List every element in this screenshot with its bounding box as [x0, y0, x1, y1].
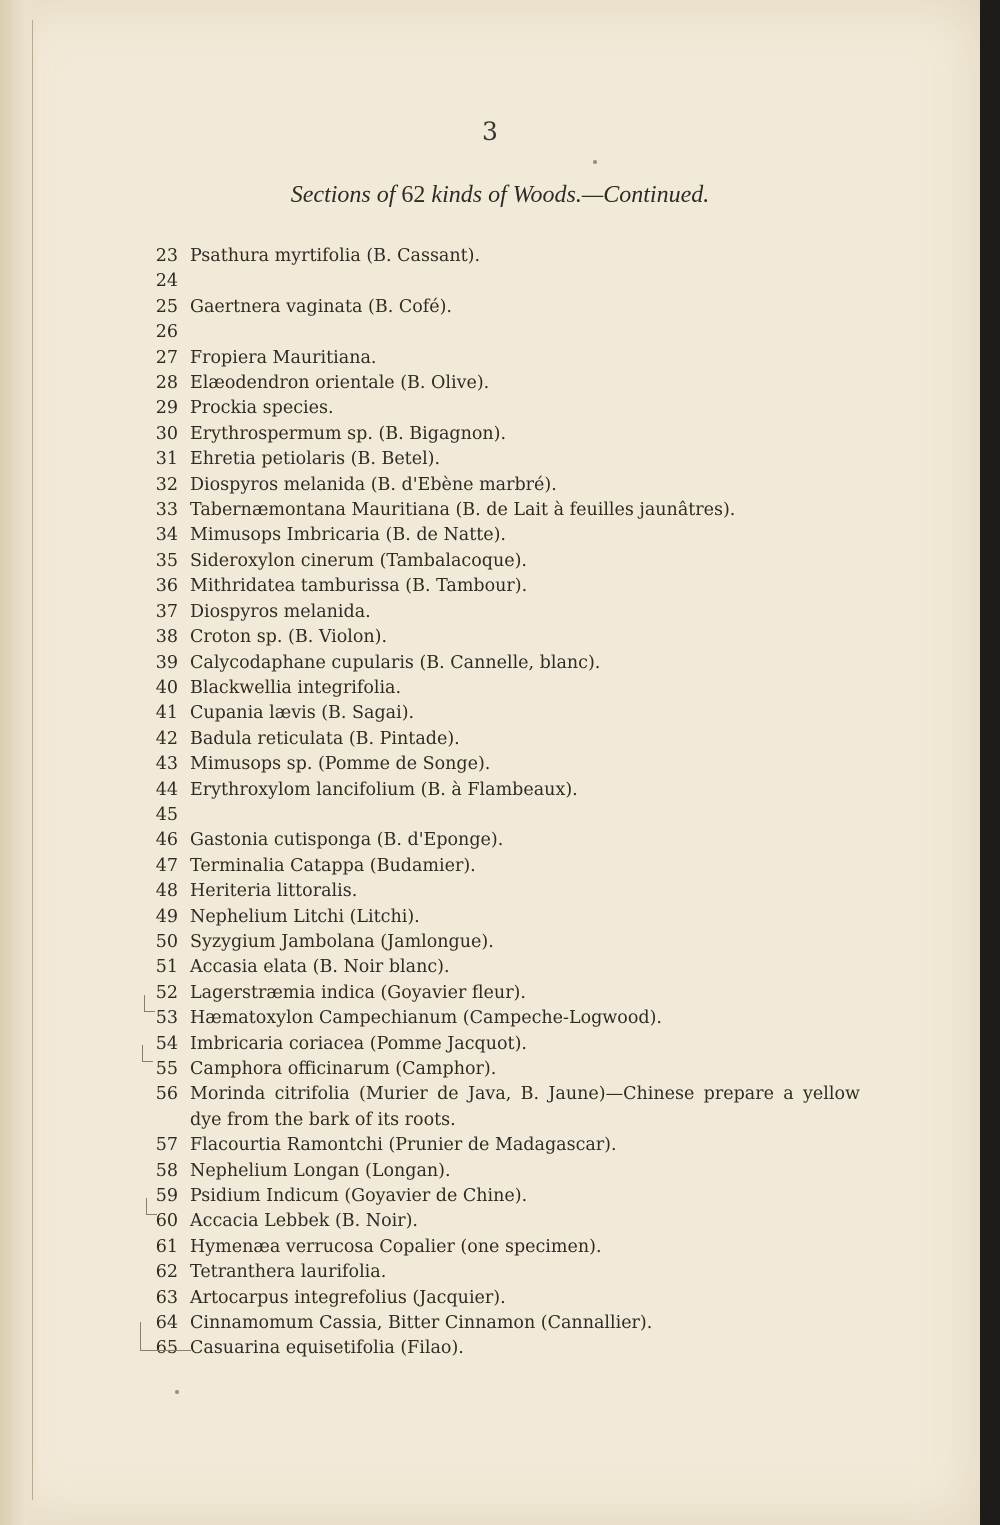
list-item: [140, 981, 860, 1006]
list-item: [140, 1286, 860, 1311]
entry-number: 25: [155, 296, 178, 317]
binding-fold-line: [32, 20, 33, 1500]
entry-number: 52: [155, 982, 178, 1003]
entry-number: 44: [155, 779, 178, 800]
entry-species-name: Camphora officinarum (Camphor).: [190, 1059, 497, 1079]
entry-number: 41: [155, 703, 178, 724]
entry-number: 36: [155, 576, 178, 597]
entry-number: 56: [155, 1084, 178, 1105]
list-item: [140, 854, 860, 879]
entry-species-name: Cinnamomum Cassia, Bitter Cinnamon (Cannallier).: [190, 1313, 653, 1334]
list-item: [140, 879, 860, 904]
list-item: [140, 447, 860, 472]
list-item: [140, 752, 860, 777]
entry-species-name: Prockia species.: [190, 398, 334, 419]
entry-species-name: Nephelium Litchi (Litchi).: [190, 906, 420, 927]
entry-number: 37: [155, 601, 178, 622]
entry-number: 45: [155, 804, 178, 825]
entry-species-name: Flacourtia Ramontchi (Prunier de Madagascar).: [190, 1135, 617, 1156]
entry-species-name: Calycodaphane cupularis (B. Cannelle, blanc).: [190, 652, 601, 673]
entry-number: 34: [155, 525, 178, 546]
entry-number: 33: [155, 500, 178, 521]
entry-species-name: Psidium Indicum (Goyavier de Chine).: [190, 1186, 528, 1207]
heading-word-of-2: of: [488, 182, 507, 208]
entry-number: 61: [155, 1236, 178, 1257]
paper-speck: [593, 160, 597, 164]
entry-number: 53: [155, 1008, 178, 1029]
entry-number: 60: [155, 1211, 178, 1232]
entry-species-name: Lagerstræmia indica (Goyavier fleur).: [190, 982, 526, 1003]
entry-number: 43: [155, 754, 178, 775]
entry-number: 65: [155, 1338, 178, 1359]
entry-number: 63: [155, 1287, 178, 1308]
entry-number: 32: [155, 474, 178, 495]
entry-number: 31: [155, 449, 178, 470]
entry-number: 46: [155, 830, 178, 851]
entry-number: 64: [155, 1313, 178, 1334]
list-item: [140, 905, 860, 930]
heading-word-kinds: kinds: [431, 182, 483, 208]
list-item: [140, 320, 860, 345]
entry-species-name: Fropiera Mauritiana.: [190, 347, 377, 368]
list-item: [140, 625, 860, 650]
scan-background-edge: [980, 0, 1000, 1525]
list-item: [140, 727, 860, 752]
entry-species-name: Imbricaria coriacea (Pomme Jacquot).: [190, 1033, 527, 1054]
list-item: [140, 1235, 860, 1260]
entry-number: 49: [155, 906, 178, 927]
entry-species-name: Diospyros melanida (B. d'Ebène marbré).: [190, 474, 557, 495]
margin-bracket-mark: [146, 1198, 157, 1215]
heading-count: 62: [401, 182, 426, 208]
entry-number: 51: [155, 957, 178, 978]
entry-number: 30: [155, 423, 178, 444]
entry-species-name: Tabernæmontana Mauritiana (B. de Lait à feuilles jaunâtres).: [190, 500, 736, 521]
entry-number: 40: [155, 677, 178, 698]
entry-species-name: Tetranthera laurifolia.: [190, 1262, 387, 1283]
list-item: [140, 574, 860, 599]
entry-species-name: Mimusops Imbricaria (B. de Natte).: [190, 525, 506, 546]
entry-number: 42: [155, 728, 178, 749]
entry-number: 48: [155, 881, 178, 902]
list-item: [140, 1209, 860, 1234]
list-item: [140, 1159, 860, 1184]
entry-number: 23: [155, 246, 178, 266]
entry-number: 55: [155, 1059, 178, 1079]
entry-number: 29: [155, 398, 178, 419]
heading-word-sections: Sections: [290, 182, 371, 208]
entry-species-name: Gaertnera vaginata (B. Cofé).: [190, 296, 452, 317]
heading-word-woods-continued: Woods.—Continued.: [512, 182, 710, 208]
entry-species-name: Nephelium Longan (Longan).: [190, 1160, 451, 1181]
list-item: [140, 600, 860, 625]
entry-species-name: Sideroxylon cinerum (Tambalacoque).: [190, 550, 527, 571]
entry-number: 62: [155, 1262, 178, 1283]
list-item: [140, 473, 860, 498]
list-item: [140, 346, 860, 371]
list-item: [140, 498, 860, 523]
entry-number: 38: [155, 627, 178, 648]
entry-species-name: Terminalia Catappa (Budamier).: [190, 855, 476, 876]
entry-species-name: Mithridatea tamburissa (B. Tambour).: [190, 576, 528, 597]
entry-species-name: Blackwellia integrifolia.: [190, 677, 402, 698]
entry-number: 47: [155, 855, 178, 876]
entry-species-name: Croton sp. (B. Violon).: [190, 627, 388, 648]
section-heading: [0, 182, 980, 209]
entry-species-name: Mimusops sp. (Pomme de Songe).: [190, 754, 491, 775]
list-item: [140, 396, 860, 421]
list-item: [140, 1260, 860, 1285]
list-item: [140, 523, 860, 548]
entry-species-name: Erythroxylom lancifolium (B. à Flambeaux).: [190, 779, 578, 800]
entry-species-name: Hæmatoxylon Campechianum (Campeche-Logwood).: [190, 1008, 662, 1029]
list-item: [140, 549, 860, 574]
entry-species-name: Ehretia petiolaris (B. Betel).: [190, 449, 441, 470]
list-item: [140, 778, 860, 803]
entry-number: 24: [155, 271, 178, 292]
list-item: [140, 803, 860, 828]
entry-species-name: Syzygium Jambolana (Jamlongue).: [190, 931, 494, 952]
list-item: [140, 1133, 860, 1158]
entry-number: 26: [155, 322, 178, 343]
entry-number: 57: [155, 1135, 178, 1156]
entry-species-name: Erythrospermum sp. (B. Bigagnon).: [190, 423, 507, 444]
paper-speck: [175, 1390, 179, 1394]
list-item: [140, 1082, 860, 1133]
list-item: [140, 676, 860, 701]
entry-number: 54: [155, 1033, 178, 1054]
list-item: [140, 1336, 860, 1361]
heading-word-of: of: [376, 182, 396, 208]
entry-number: 39: [155, 652, 178, 673]
list-item: [140, 828, 860, 853]
entry-species-name: Badula reticulata (B. Pintade).: [190, 728, 460, 749]
entry-species-name: Diospyros melanida.: [190, 601, 371, 622]
list-item: [140, 651, 860, 676]
list-item: [140, 422, 860, 447]
entry-species-name: Psathura myrtifolia (B. Cassant).: [190, 246, 481, 266]
list-item: [140, 1184, 860, 1209]
wood-specimen-list: [140, 244, 860, 1362]
entry-species-name: Cupania lævis (B. Sagai).: [190, 703, 415, 724]
entry-species-name: Gastonia cutisponga (B. d'Eponge).: [190, 830, 504, 851]
list-item: [140, 930, 860, 955]
entry-species-name: Artocarpus integrefolius (Jacquier).: [190, 1287, 506, 1308]
entry-number: 50: [155, 931, 178, 952]
entry-species-name: Heriteria littoralis.: [190, 881, 358, 902]
list-item: [140, 1032, 860, 1057]
entry-number: 28: [155, 373, 178, 394]
entry-species-name: Hymenæa verrucosa Copalier (one specimen).: [190, 1236, 602, 1257]
entry-species-name: Accasia elata (B. Noir blanc).: [190, 957, 450, 978]
entry-species-name: Elæodendron orientale (B. Olive).: [190, 373, 490, 394]
entry-number: 27: [155, 347, 178, 368]
list-item: [140, 371, 860, 396]
page-number: 3: [482, 117, 498, 146]
list-item: [140, 1311, 860, 1336]
list-item: [140, 1006, 860, 1031]
list-item: [140, 955, 860, 980]
entry-number: 58: [155, 1160, 178, 1181]
binding-shadow: [0, 0, 40, 1525]
entry-species-name: Accacia Lebbek (B. Noir).: [190, 1211, 418, 1232]
entry-species-name: Casuarina equisetifolia (Filao).: [190, 1338, 464, 1359]
list-item: [140, 244, 860, 269]
list-item: [140, 269, 860, 294]
list-item: [140, 1057, 860, 1082]
margin-bracket-mark: [142, 1045, 153, 1062]
entry-number: 59: [155, 1186, 178, 1207]
entry-number: 35: [155, 550, 178, 571]
margin-bracket-mark: [144, 995, 155, 1012]
margin-bracket-mark: [140, 1322, 191, 1351]
list-item: [140, 701, 860, 726]
entry-species-name: Morinda citrifolia (Murier de Java, B. Jaune)—Chinese prepare a yellow dye from the bark of its roots.: [190, 1084, 860, 1130]
list-item: [140, 295, 860, 320]
